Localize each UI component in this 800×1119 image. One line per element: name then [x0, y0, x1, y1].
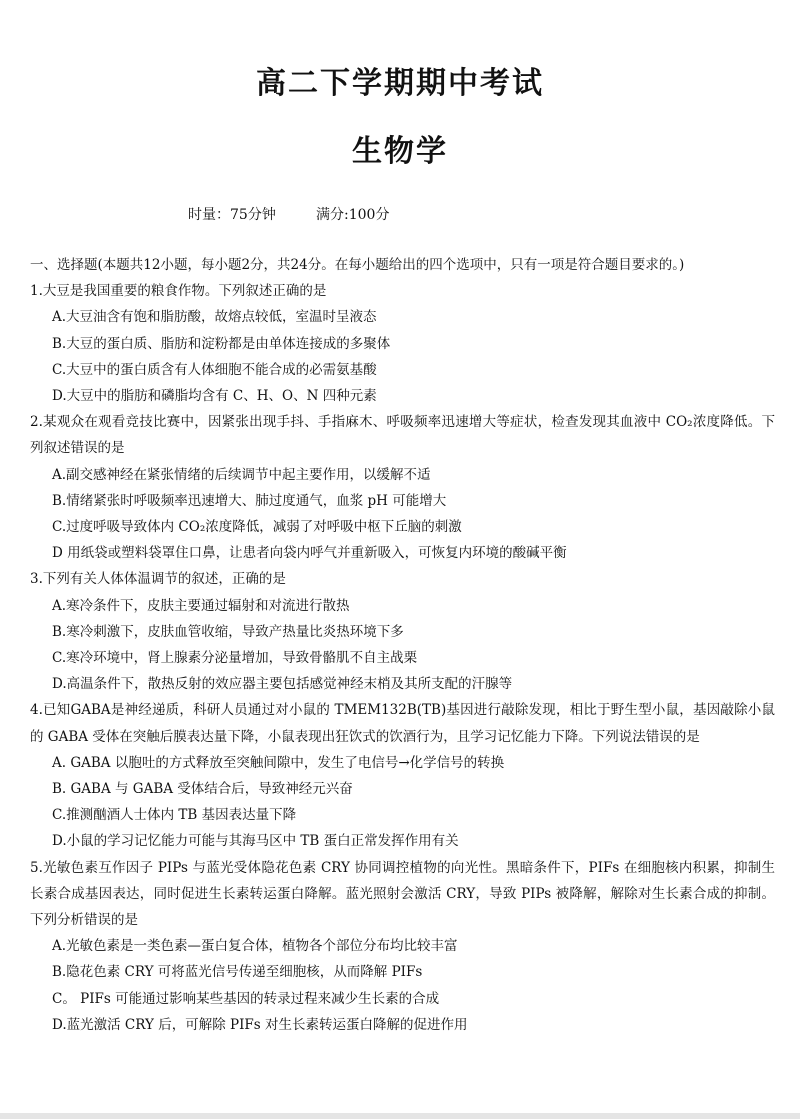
question-stem: 4.已知GABA是神经递质，科研人员通过对小鼠的 TMEM132B(TB)基因进行敲除发现，相比于野生型小鼠，基因敲除小鼠的 GABA 受体在突触后膜表达量下降，小鼠表现出狂饮式的饮酒行为，且学习记忆能力下降。下列说法错误的是	[30, 702, 775, 745]
option-b: B. GABA 与 GABA 受体结合后，导致神经元兴奋	[52, 781, 353, 798]
question-1	[30, 278, 775, 409]
question-stem: 5.光敏色素互作因子 PIPs 与蓝光受体隐花色素 CRY 协同调控植物的向光性。黑暗条件下，PIFs 在细胞核内积累，抑制生长素合成基因表达，同时促进生长素转运蛋白降解。蓝光照射会激活 CRY，导致 PIPs 被降解，解除对生长素合成的抑制。下列分析错误的是	[30, 859, 775, 929]
option-c: C.推测酗酒人士体内 TB 基因表达量下降	[52, 807, 297, 824]
section-heading: 一、选择题(本题共12小题，每小题2分，共24分。在每小题给出的四个选项中，只有一项是符合题目要求的。)	[30, 257, 685, 273]
option-b: B.情绪紧张时呼吸频率迅速增大、肺过度通气，血浆 pH 可能增大	[52, 492, 447, 509]
option-c: C。 PIFs 可能通过影响某些基因的转录过程来减少生长素的合成	[52, 990, 440, 1007]
exam-title: 高二下学期期中考试	[256, 66, 544, 101]
question-2	[30, 409, 775, 566]
question-4	[30, 697, 775, 854]
option-d: D.高温条件下，散热反射的效应器主要包括感觉神经末梢及其所支配的汗腺等	[52, 676, 513, 693]
option-d: D.蓝光激活 CRY 后，可解除 PIFs 对生长素转运蛋白降解的促进作用	[52, 1016, 468, 1033]
subject-title: 生物学	[352, 134, 448, 169]
option-c: C.大豆中的蛋白质含有人体细胞不能合成的必需氨基酸	[52, 361, 377, 378]
option-b: B.寒冷刺激下，皮肤血管收缩，导致产热量比炎热环境下多	[52, 623, 404, 640]
option-a: A.光敏色素是一类色素—蛋白复合体，植物各个部位分布均比较丰富	[52, 938, 458, 955]
option-a: A.大豆油含有饱和脂肪酸，故熔点较低，室温时呈液态	[52, 309, 377, 326]
option-a: A.寒冷条件下，皮肤主要通过辐射和对流进行散热	[52, 597, 350, 614]
option-a: A. GABA 以胞吐的方式释放至突触间隙中，发生了电信号→化学信号的转换	[52, 754, 505, 771]
question-3	[30, 566, 775, 697]
question-5	[30, 855, 775, 1038]
option-b: B.大豆的蛋白质、脂肪和淀粉都是由单体连接成的多聚体	[52, 335, 391, 352]
exam-duration: 时量：75分钟	[188, 207, 276, 223]
question-list	[30, 252, 775, 1038]
question-stem: 1.大豆是我国重要的粮食作物。下列叙述正确的是	[30, 283, 327, 300]
option-a: A.副交感神经在紧张情绪的后续调节中起主要作用，以缓解不适	[52, 466, 431, 483]
option-b: B.隐花色素 CRY 可将蓝光信号传递至细胞核，从而降解 PIFs	[52, 964, 423, 981]
page-bottom-edge	[0, 1113, 800, 1119]
question-stem: 3.下列有关人体体温调节的叙述，正确的是	[30, 571, 286, 588]
option-d: D.小鼠的学习记忆能力可能与其海马区中 TB 蛋白正常发挥作用有关	[52, 833, 459, 850]
exam-full-score: 满分:100分	[316, 207, 390, 223]
option-c: C.寒冷环境中，肾上腺素分泌量增加，导致骨骼肌不自主战栗	[52, 650, 418, 667]
option-d: D 用纸袋或塑料袋罩住口鼻，让患者向袋内呼气并重新吸入，可恢复内环境的酸碱平衡	[52, 545, 567, 562]
option-d: D.大豆中的脂肪和磷脂均含有 C、H、O、N 四种元素	[52, 388, 377, 405]
option-c: C.过度呼吸导致体内 CO₂浓度降低，减弱了对呼吸中枢下丘脑的刺激	[52, 519, 462, 536]
question-stem: 2.某观众在观看竞技比赛中，因紧张出现手抖、手指麻木、呼吸频率迅速增大等症状，检查发现其血液中 CO₂浓度降低。下列叙述错误的是	[30, 414, 775, 457]
